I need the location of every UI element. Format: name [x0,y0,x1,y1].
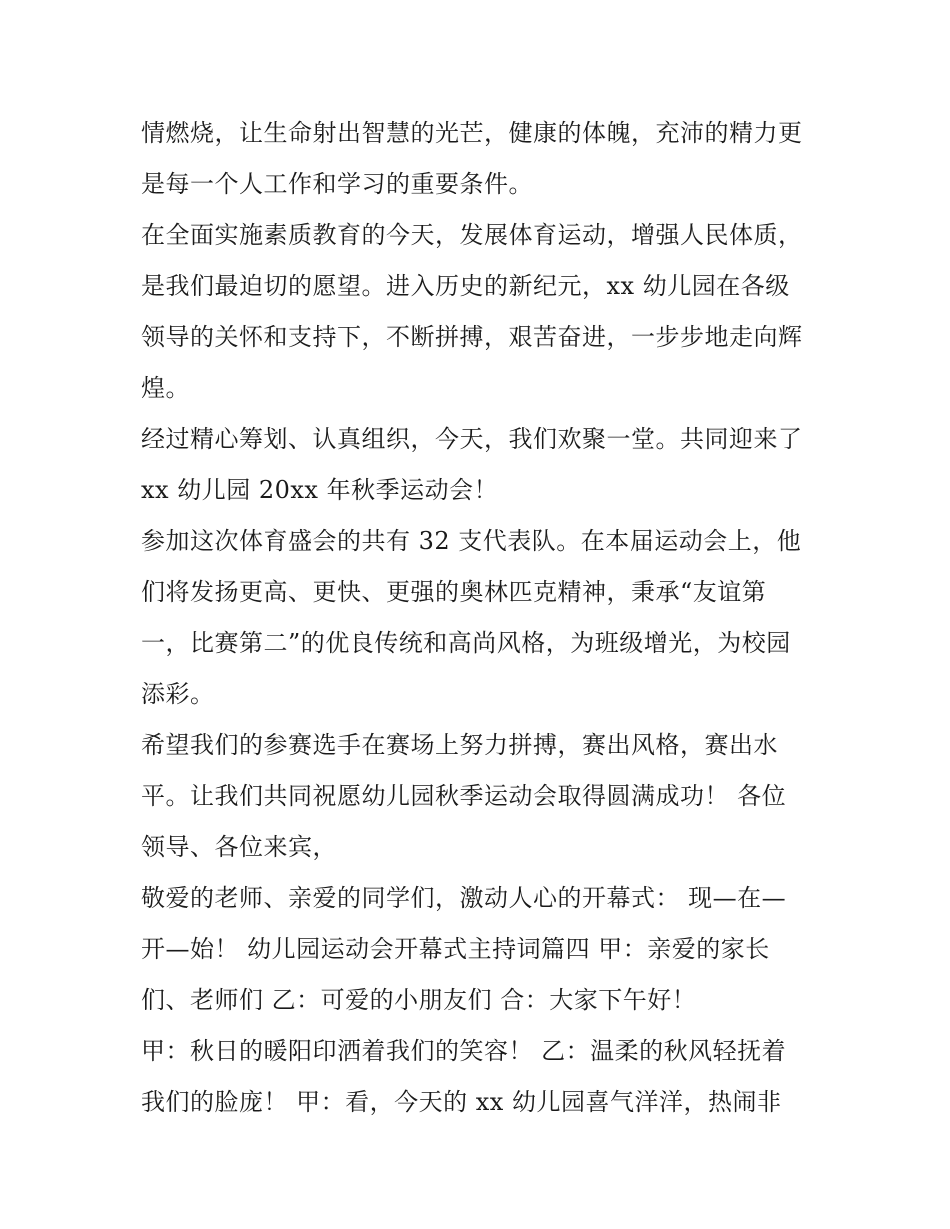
text-line: 参加这次体育盛会的共有 32 支代表队。在本届运动会上，他 [141,527,802,555]
text-line: 情燃烧，让生命射出智慧的光芒，健康的体魄，充沛的精力更 [141,119,803,147]
text-line: 希望我们的参赛选手在赛场上努力拼搏，赛出风格，赛出水 [141,731,778,759]
text-line: 在全面实施素质教育的今天，发展体育运动，增强人民体质， [141,221,803,249]
text-line: 我们的脸庞！ 甲：看，今天的 xx 幼儿园喜气洋洋，热闹非 [141,1088,782,1116]
text-line: 煌。 [141,374,190,402]
text-line: 开—始！ 幼儿园运动会开幕式主持词篇四 甲：亲爱的家长 [141,935,770,963]
text-line: 敬爱的老师、亲爱的同学们，激动人心的开幕式： 现—在— [141,884,787,912]
text-line: 一，比赛第二”的优良传统和高尚风格，为班级增光，为校园 [141,629,791,657]
text-line: 们将发扬更高、更快、更强的奥林匹克精神，秉承“友谊第 [141,578,767,606]
text-line: 平。让我们共同祝愿幼儿园秋季运动会取得圆满成功！ 各位 [141,782,787,810]
document-body [141,108,821,1128]
text-line: 们、老师们 乙：可爱的小朋友们 合：大家下午好！ [141,986,697,1014]
text-line: 是每一个人工作和学习的重要条件。 [141,170,533,198]
text-line: 甲：秋日的暖阳印洒着我们的笑容！ 乙：温柔的秋风轻抚着 [141,1037,787,1065]
text-line: 添彩。 [141,680,215,708]
text-line: 领导的关怀和支持下，不断拼搏，艰苦奋进，一步步地走向辉 [141,323,803,351]
text-line: xx 幼儿园 20xx 年秋季运动会！ [141,476,499,504]
text-line: 领导、各位来宾， [141,833,337,861]
text-line: 是我们最迫切的愿望。进入历史的新纪元，xx 幼儿园在各级 [141,272,790,300]
text-line: 经过精心筹划、认真组织，今天，我们欢聚一堂。共同迎来了 [141,425,803,453]
